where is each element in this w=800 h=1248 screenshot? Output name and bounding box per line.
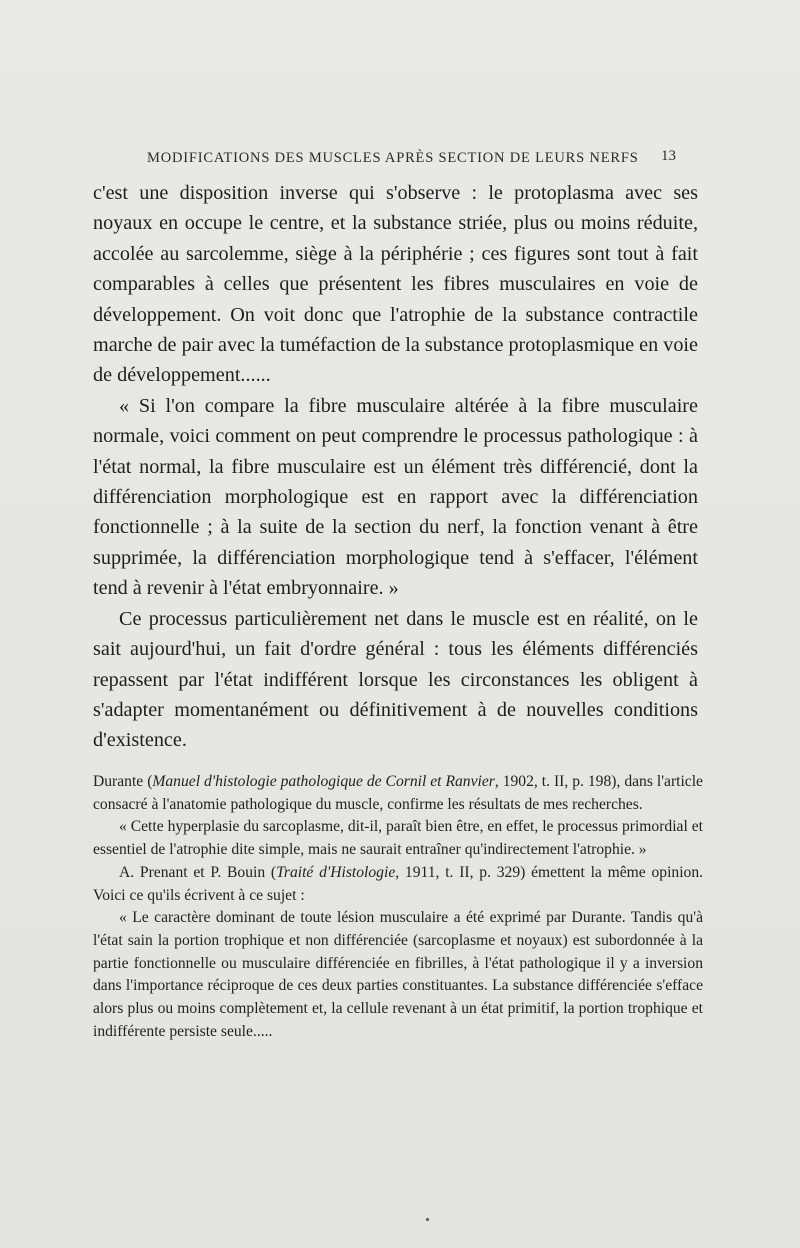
main-text <box>93 178 698 756</box>
note-prenant-author: A. Prenant et P. Bouin ( <box>119 863 277 881</box>
paragraph-1: c'est une disposition inverse qui s'observe : le protoplasma avec ses noyaux en occupe le centre, et la substance striée, plus ou moins réduite, accolée au sarcolemme, siège à la périphérie ; ces figures sont tout à fait comparables à celles que présentent les fibres musculaires en voie de développement. On voit donc que l'atrophie de la substance contractile marche de pair avec la tuméfaction de la substance protoplasmique en voie de développement...... <box>93 182 698 387</box>
note-prenant <box>93 862 703 907</box>
running-title: MODIFICATIONS DES MUSCLES APRÈS SECTION DE LEURS NERFS <box>147 150 639 166</box>
footnotes <box>93 771 703 1043</box>
print-speck <box>426 1218 429 1221</box>
note-durante-title: Manuel d'histologie pathologique de Cornil et Ranvier <box>152 773 495 790</box>
paragraph-2: « Si l'on compare la fibre musculaire altérée à la fibre musculaire normale, voici comment on peut comprendre le processus pathologique : à l'état normal, la fibre musculaire est un élément très différencié, dont la différenciation morphologique est en rapport avec la différenciation fonctionnelle ; à la suite de la section du nerf, la fonction venant à être supprimée, la différenciation morphologique tend à s'effacer, l'élément tend à revenir à l'état embryonnaire. » <box>93 394 698 600</box>
note-prenant-title: Traité d'Histologie <box>276 863 396 881</box>
note-prenant-rest: , 1911, t. II, p. 329) émettent la même opinion. Voici ce qu'ils écrivent à ce sujet : <box>93 863 704 904</box>
note-durante-author: Durante ( <box>93 773 153 790</box>
paragraph-3: Ce processus particulièrement net dans le muscle est en réalité, on le sait aujourd'hui, un fait d'ordre général : tous les éléments différenciés repassent par l'état indifférent lorsque les circonstances les obligent à s'adapter momentanément ou définitivement à de nouvelles conditions d'existence. <box>93 607 698 752</box>
note-quote-2: « Le caractère dominant de toute lésion musculaire a été exprimé par Durante. Tandis qu'à l'état sain la portion trophique et non différenciée (sarcoplasme et noyaux) est subordonnée à la partie fonctionnelle ou musculaire différenciée en fibrilles, à l'état pathologique il y a inversion dans l'importance réciproque de ces deux parties constituantes. La substance différenciée s'efface alors plus ou moins complètement et, la cellule revenant à un état primitif, la portion trophique et indifférente persiste seule..... <box>93 909 703 1040</box>
page-number: 13 <box>661 148 676 164</box>
note-durante <box>93 771 703 816</box>
note-quote-1: « Cette hyperplasie du sarcoplasme, dit-il, paraît bien être, en effet, le processus primordial et essentiel de l'atrophie dite simple, mais ne saurait entraîner qu'indirectement l'atrophie. » <box>93 818 703 859</box>
note-durante-rest: , 1902, t. II, p. 198), dans l'article consacré à l'anatomie pathologique du muscle, confirme les résultats de mes recherches. <box>93 773 703 813</box>
